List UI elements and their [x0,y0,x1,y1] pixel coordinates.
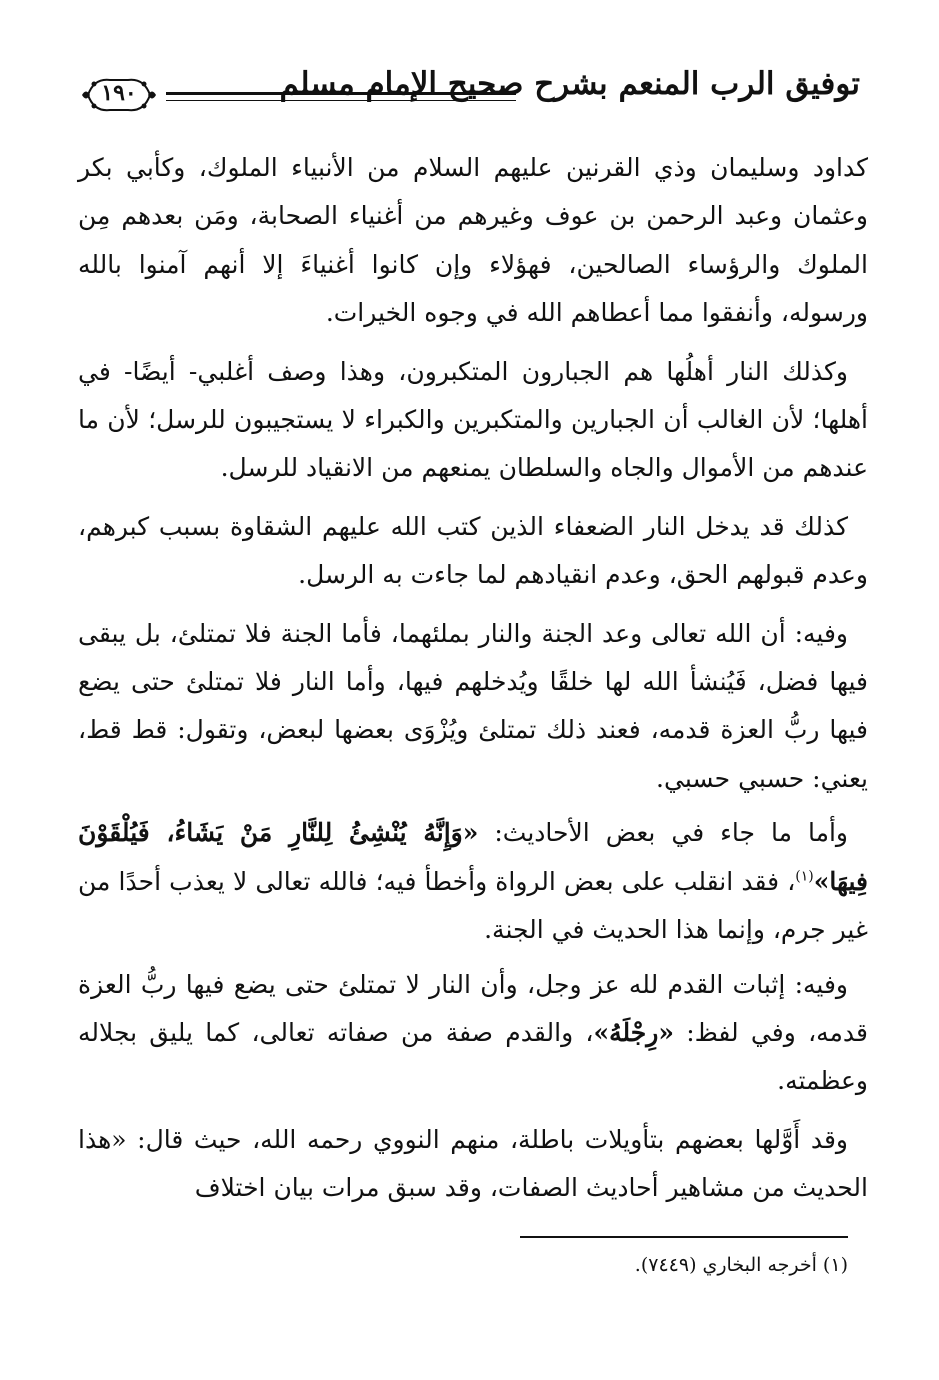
page-number: ١٩٠ [101,80,137,106]
paragraph: وقد أَوَّلها بعضهم بتأويلات باطلة، منهم النووي رحمه الله، حيث قال: «هذا الحديث من مشاهير أحاديث الصفات، وقد سبق مرات بيان اختلاف [78,1124,868,1203]
main-text [78,144,868,1223]
paragraph: كذلك قد يدخل النار الضعفاء الذين كتب الله عليهم الشقاوة بسبب كبرهم، وعدم قبولهم الحق، وعدم انقيادهم لما جاءت به الرسل. [78,511,868,590]
page-header [80,62,860,132]
paragraph: كداود وسليمان وذي القرنين عليهم السلام من الأنبياء الملوك، وكأبي بكر وعثمان وعبد الرحمن بن عوف وغيرهم من أغنياء الصحابة، ومَن بعدهم مِن الملوك والرؤساء الصالحين، فهؤلاء وإن كانوا أغنياءَ إلا أنهم آمنوا بالله ورسوله، وأنفقوا مما أعطاهم الله في وجوه الخيرات. [78,153,868,328]
paragraph-text: ، والقدم صفة من صفاته تعالى، كما يليق بجلاله وعظمته. [78,1017,868,1096]
footnote-divider [520,1236,848,1238]
footnote-ref[interactable]: (١) [795,868,814,885]
paragraph-qadam [78,961,868,1106]
paragraph-text: ، فقد انقلب على بعض الرواة وأخطأ فيه؛ فالله تعالى لا يعذب أحدًا من غير جرم، وإنما هذا الحديث في الجنة. [78,866,868,945]
hadith-word: «رِجْلَهُ» [593,1017,674,1047]
book-title: توفيق الرب المنعم بشرح صحيح الإمام مسلم [279,66,860,102]
paragraph-text: وفيه: إثبات القدم لله عز وجل، وأن النار لا تمتلئ حتى يضع فيها ربُّ العزة قدمه، وفي لفظ: [78,969,869,1047]
page-number-badge [80,70,158,120]
footnote: (١) أخرجه البخاري (٧٤٤٩). [634,1254,848,1276]
paragraph: وكذلك النار أهلُها هم الجبارون المتكبرون، وهذا وصف أغلبي- أيضًا- في أهلها؛ لأن الغالب أن الجبارين والمتكبرين والكبراء لا يستجيبون للرسل؛ لأن ما عندهم من الأموال والجاه والسلطان يمنعهم من الانقياد للرسل. [78,356,868,483]
paragraph-text: وأما ما جاء في بعض الأحاديث: [478,818,848,848]
paragraph-hadith [78,809,868,954]
hadith-quote: «وَإِنَّهُ يُنْشِئُ لِلنَّارِ مَنْ يَشَاءُ، فَيُلْقَوْنَ فِيهَا» [78,818,868,896]
paragraph: وفيه: أن الله تعالى وعد الجنة والنار بملئهما، فأما الجنة فلا تمتلئ، بل يبقى فيها فضل، فَيُنشأ الله لها خلقًا ويُدخلهم فيها، وأما النار فلا تمتلئ حتى يضع فيها ربُّ العزة قدمه، فعند ذلك تمتلئ ويُزْوَى بعضها لبعض، وتقول: قط قط، يعني: حسبي حسبي. [78,618,868,793]
